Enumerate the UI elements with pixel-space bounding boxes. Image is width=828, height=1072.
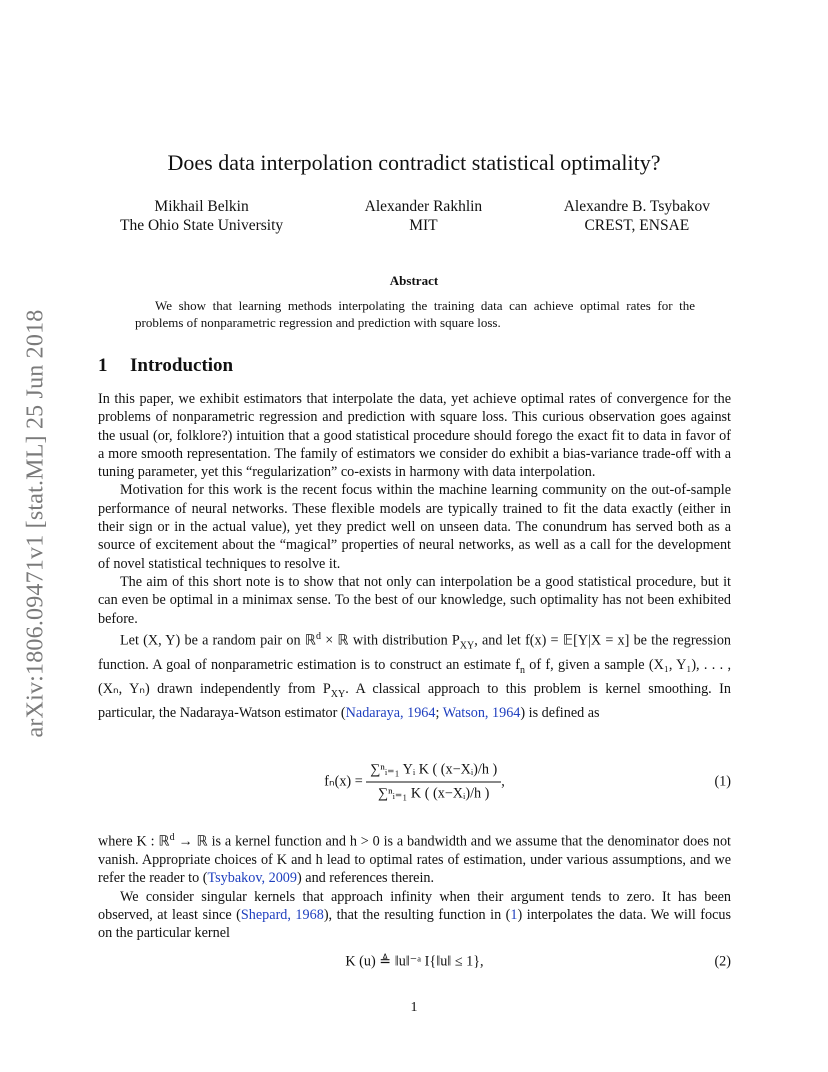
paragraph-4-text: Let (X, Y) be a random pair on ℝ [120,632,316,649]
citation-link-watson[interactable]: Watson, 1964 [442,704,521,721]
equation-2 [98,934,731,990]
paragraph-1: In this paper, we exhibit estimators that interpolate the data, yet achieve optimal rates of convergence for the problems of nonparametric regression and prediction with square loss. This curious observation goes against the usual (or, folklore?) intuition that a good statistical procedure should forego the exact fit to data in favor of a more smooth representation. The family of estimators we consider do exhibit a bias-variance trade-off with a tuning parameter, yet this “regularization” co-exists in harmony with data interpolation. [98,391,731,481]
equation-1-fraction [366,762,501,803]
equation-2-number: (2) [714,953,731,970]
section-title: Introduction [130,355,234,376]
author-name: Alexander Rakhlin [364,198,483,215]
citation-link-nadaraya[interactable]: Nadaraya, 1964 [345,704,436,721]
paragraph-2: Motivation for this work is the recent focus within the machine learning community on the out-of-sample performance of neural networks. These flexible models are typically trained to fit the data exactly (either in their sign or in the actual value), yet they predict well on unseen data. The conundrum has served both as a source of excitement about the “magical” properties of neural networks, as well as a call for the development of novel statistical techniques to resolve it. [98,482,731,572]
author-affiliation: The Ohio State University [120,217,284,234]
arxiv-identifier-text: arXiv:1806.09471v1 [stat.ML] 25 Jun 2018 [22,309,49,737]
author-block [120,197,710,235]
paragraph-3: The aim of this short note is to show that not only can interpolation be a good statistical procedure, but it can even be optimal in a minimax sense. To the best of our knowledge, such optimality has not been exhibited before. [98,573,731,627]
superscript-d: d [316,630,321,642]
citation-link-tsybakov[interactable]: Tsybakov, 2009 [207,870,297,887]
author-name: Mikhail Belkin [154,198,249,215]
equation-1-numerator: ∑ⁿᵢ₌₁ Yᵢ K ( (x−Xᵢ)/h ) [370,761,498,778]
paragraph-5-text: ) and references therein. [297,870,435,887]
paragraph-5 [98,829,731,888]
equation-reference-link[interactable]: 1 [510,906,518,923]
equation-1-body [98,762,731,803]
equation-1-tail: , [501,773,505,790]
paragraph-4 [98,628,731,722]
equation-1 [98,752,731,812]
intro-body-upper [98,390,731,722]
equation-1-denominator: ∑ⁿᵢ₌₁ K ( (x−Xᵢ)/h ) [378,785,490,802]
subscript-xy: XY [330,688,346,700]
paragraph-6-text: ), that the resulting function in ( [323,906,511,923]
paper-title: Does data interpolation contradict statistical optimality? [167,150,661,175]
superscript-d: d [169,832,175,843]
author-name: Alexandre B. Tsybakov [563,198,710,215]
abstract-heading: Abstract [389,273,439,288]
paragraph-4-text: ) is defined as [520,704,600,721]
paragraph-4-text: × ℝ with distribution P [321,632,460,649]
arxiv-identifier-stamp [6,285,66,761]
paragraph-4-text: of f, given a sample (X₁, Y₁), . . . , (Xₙ, Yₙ) drawn independently from P [98,656,731,697]
paragraph-4-text: . A classical approach to this problem is kernel smoothing. In particular, the Nadaraya-Watson estimator ( [98,680,731,721]
subscript-n: n [520,664,525,676]
abstract-text: We show that learning methods interpolating the training data can achieve optimal rates for the problems of nonparametric regression and prediction with square loss. [135,298,695,330]
paragraph-6-text: ) interpolates the data. We will focus on the particular kernel [98,906,732,942]
paragraph-6-text: We consider singular kernels that approach infinity when their argument tends to zero. It has been observed, at least since ( [98,888,731,923]
paragraph-5-text: → ℝ is a kernel function and h > 0 is a bandwidth and we assume that the denominator does not vanish. Appropriate choices of K and h lead to optimal rates of estimation, under various assumptions, and we refer the reader to ( [98,833,731,887]
equation-1-number: (1) [714,773,731,790]
citation-link-shepard[interactable]: Shepard, 1968 [240,906,324,923]
paragraph-4-text: ; [435,704,443,721]
author-affiliation: CREST, ENSAE [584,217,690,234]
paragraph-4-text: , and let f(x) = 𝔼[Y|X = x] be the regression function. A goal of nonparametric estimation is to construct an estimate f [98,632,732,673]
author-1 [120,197,283,235]
subscript-xy: XY [459,640,475,652]
page-number: 1 [410,1000,418,1015]
author-affiliation: MIT [409,217,438,234]
section-number: 1 [98,355,108,376]
author-2 [365,197,483,235]
fraction-bar [366,782,501,783]
section-heading [98,355,233,377]
author-3 [564,197,710,235]
equation-1-lhs: fₙ(x) = [324,773,363,790]
paragraph-5-text: where K : ℝ [98,833,170,850]
equation-2-body: K (u) ≜ ‖u‖⁻ᵃ I{‖u‖ ≤ 1}, [345,953,484,970]
intro-body-lower [98,829,731,943]
